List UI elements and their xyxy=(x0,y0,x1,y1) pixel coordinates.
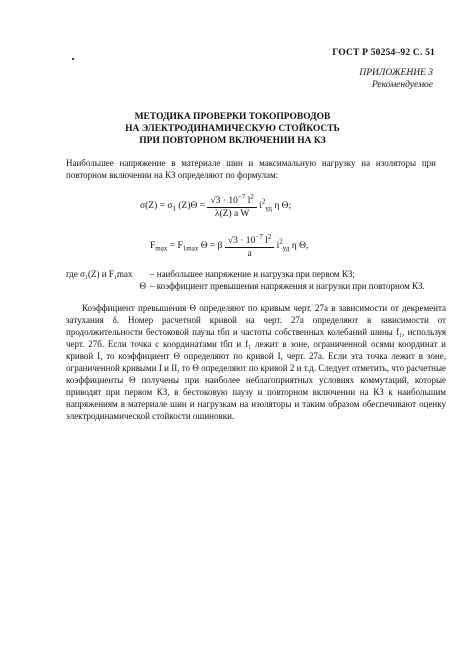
formula-load xyxy=(150,231,460,260)
formula2-current-sub: уд xyxy=(282,244,290,253)
formula1-den: λ(Z) a W xyxy=(214,209,250,220)
title-line-2: НА ЭЛЕКТРОДИНАМИЧЕСКУЮ СТОЙКОСТЬ xyxy=(125,124,340,134)
formula2-lhs-sub: max xyxy=(155,244,168,253)
definition-row xyxy=(66,280,446,292)
page-mark xyxy=(72,58,74,60)
formula2-current-sup: 2 xyxy=(279,237,283,246)
formula2-mid-sub: 1max xyxy=(182,244,199,253)
formula2-fraction xyxy=(225,231,274,260)
formula1-num-tail-sup: 2 xyxy=(250,193,254,201)
formula2-mid: = F xyxy=(169,240,183,251)
formula2-num-tail: l xyxy=(262,236,268,247)
formula2-lhs: F xyxy=(150,240,156,251)
formula2-num-tail-sup: 2 xyxy=(267,233,272,241)
formula1-lhs-sub: 1 xyxy=(172,204,176,213)
appendix-label: ПРИЛОЖЕНИЕ 3 xyxy=(359,68,433,78)
formula2-tail: η Θ, xyxy=(291,240,309,251)
formula1-current: i xyxy=(259,200,262,211)
formula2-num-sup: −7 xyxy=(255,233,263,241)
formula1-current-sup: 2 xyxy=(261,197,266,206)
intro-paragraph: Наибольшее напряжение в материале шин и максимальную нагрузку на изоляторы при повторном включении на КЗ определяют по формулам: xyxy=(66,158,436,180)
formula2-current: i xyxy=(276,240,280,251)
formula1-fraction xyxy=(207,191,256,220)
formula1-lhs: σ(Z) = σ xyxy=(140,200,173,211)
formula1-mid: (Z)Θ = xyxy=(178,200,206,211)
formula-stress xyxy=(140,191,460,220)
definition-symbol: Θ xyxy=(139,281,146,291)
appendix-status: Рекомендуемое xyxy=(371,80,433,90)
standard-header: ГОСТ Р 50254–92 С. 51 xyxy=(332,48,435,58)
formula1-tail: η Θ; xyxy=(274,200,292,211)
formula2-mid-tail: Θ = β xyxy=(200,240,223,251)
definition-text: – наибольшее напряжение и нагрузка при первом КЗ; xyxy=(150,269,355,279)
formula2-den: a xyxy=(247,249,252,260)
title-line-3: ПРИ ПОВТОРНОМ ВКЛЮЧЕНИИ НА КЗ xyxy=(139,136,326,146)
definition-symbol: где σ₁(Z) и F₁max xyxy=(66,269,133,279)
definition-text: – коэффициент превышения напряжения и нагрузки при повторном КЗ. xyxy=(150,281,425,291)
definition-row xyxy=(66,268,446,280)
formula1-current-sub: уд xyxy=(265,204,272,213)
formula1-num: √3 · 10 xyxy=(210,196,238,207)
formula1-num-sup: −7 xyxy=(237,193,246,201)
body-paragraph: Коэффициент превышения Θ определяют по кривым черт. 27а в зависимости от декремента затухания δ. Номер расчетной кривой на черт. 27а определяют в зависимости от продолжительности бестоковой паузы tбп и частоты собственных колебаний шины f₁, используя черт. 27б. Если точка с координатами tбп и f₁ лежит в зоне, ограниченной осями координат и кривой I, то коэффициент Θ определяют по кривой I, черт. 27а. Если эта точка лежит в зоне, ограниченной кривыми I и II, то Θ определяют по кривой 2 и т.д. Следует отметить, что расчетные коэффициенты Θ получены при наиболее неблагоприятных условиях коммутаций, которые приводят при первом КЗ, в бестоковую паузу и повторном включении на КЗ к наибольшим напряжениям в материале шин и нагрузкам на изоляторы и таким образом обеспечивают оценку электродинамической стойкости ошиновки. xyxy=(66,303,446,421)
formula2-num: √3 · 10 xyxy=(227,236,256,247)
definitions-list xyxy=(66,268,446,292)
title-line-1: МЕТОДИКА ПРОВЕРКИ ТОКОПРОВОДОВ xyxy=(134,112,331,122)
formula1-num-tail: l xyxy=(245,196,251,207)
